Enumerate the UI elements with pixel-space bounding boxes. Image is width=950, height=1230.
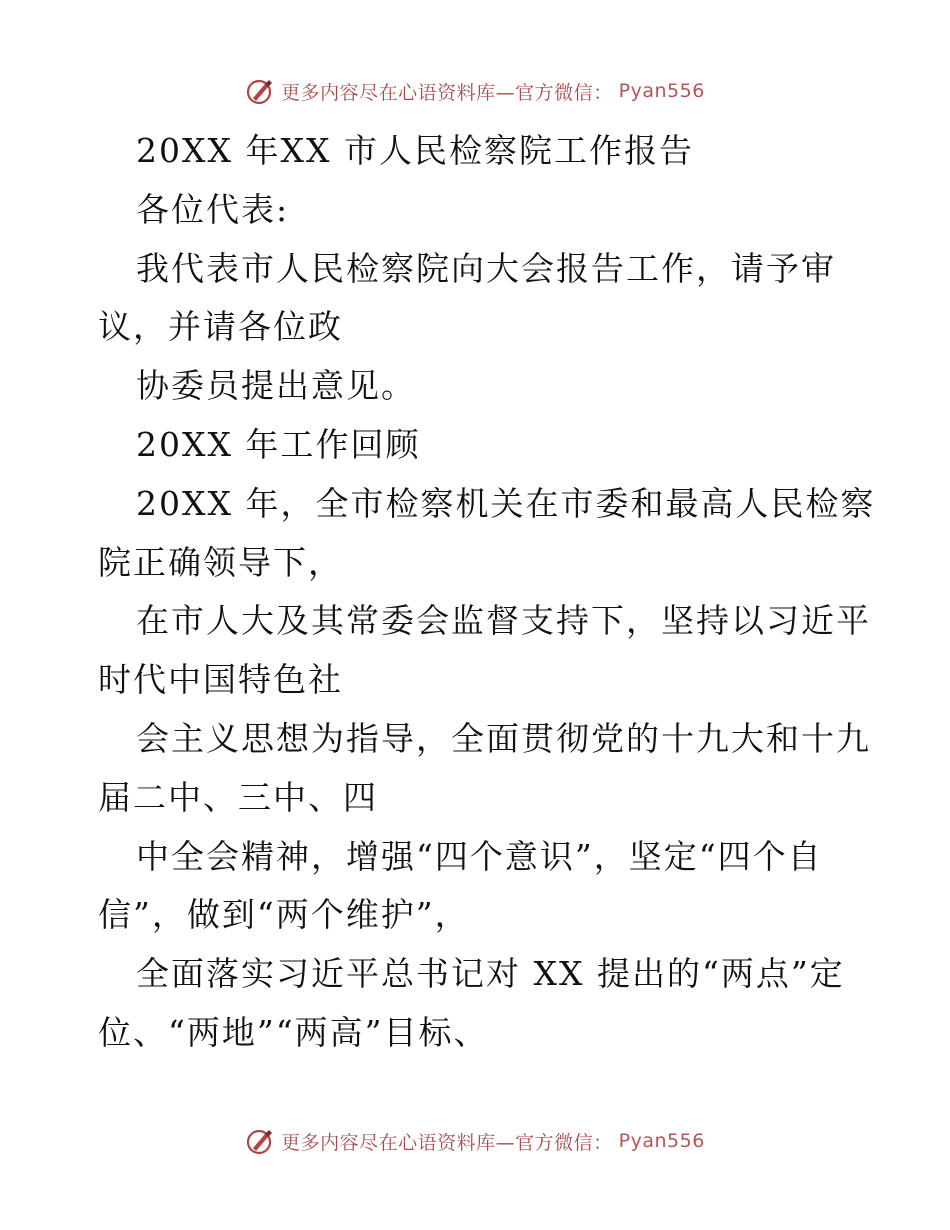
paragraph-line: 在市人大及其常委会监督支持下，坚持以习近平 <box>136 601 871 641</box>
header-watermark <box>0 76 950 106</box>
paragraph-line: 20XX 年，全市检察机关在市委和最高人民检察 <box>136 483 876 523</box>
paragraph-line: 全面落实习近平总书记对 XX 提出的“两点”定 <box>136 954 845 994</box>
watermark-text: 更多内容尽在心语资料库—官方微信： <box>281 81 613 104</box>
pen-logo-icon <box>245 76 275 106</box>
paragraph-line: 我代表市人民检察院向大会报告工作，请予审 <box>136 248 836 288</box>
paragraph-line: 位、“两地”“两高”目标、 <box>98 1012 489 1052</box>
paragraph-line: 中全会精神，增强“四个意识”，坚定“四个自 <box>136 836 823 876</box>
paragraph-line: 届二中、三中、四 <box>98 777 378 817</box>
paragraph-line: 会主义思想为指导，全面贯彻党的十九大和十九 <box>136 718 871 758</box>
section-heading: 20XX 年工作回顾 <box>136 424 421 464</box>
paragraph-line: 院正确领导下， <box>98 542 343 582</box>
paragraph-line: 时代中国特色社 <box>98 660 343 700</box>
document-body <box>98 122 876 1063</box>
footer-watermark <box>0 1126 950 1156</box>
paragraph-line: 议，并请各位政 <box>98 307 343 347</box>
pen-logo-icon <box>245 1126 275 1156</box>
paragraph-line: 信”，做到“两个维护”， <box>98 895 470 935</box>
watermark-text: 更多内容尽在心语资料库—官方微信： <box>281 1131 613 1154</box>
watermark-wechat-id: Pyan556 <box>618 80 705 102</box>
paragraph-line: 协委员提出意见。 <box>136 366 416 406</box>
salutation: 各位代表: <box>136 189 290 229</box>
watermark-wechat-id: Pyan556 <box>618 1130 705 1152</box>
document-title: 20XX 年XX 市人民检察院工作报告 <box>136 131 694 170</box>
